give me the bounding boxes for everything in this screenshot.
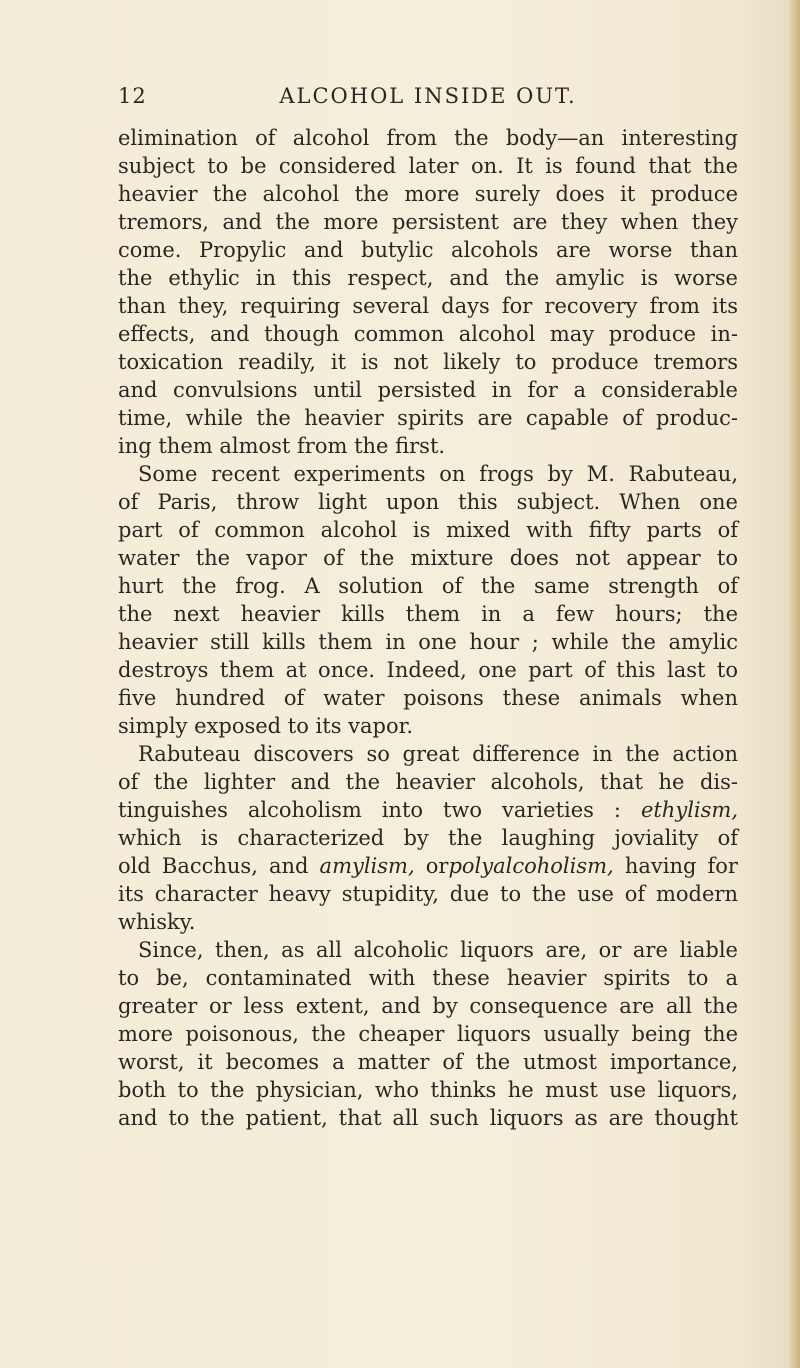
text-line: Rabuteau discovers so great difference in the action [138,742,738,766]
text-segment: having for [624,854,738,878]
text-line: heavier the alcohol the more surely does it produce [118,182,738,206]
text-line: subject to be considered later on. It is found that the [118,154,738,178]
text-line: of the lighter and the heavier alcohols, that he dis- [118,770,738,794]
text-line: which is characterized by the laughing joviality of [118,826,738,850]
text-line: heavier still kills them in one hour ; while the amylic [118,630,738,654]
italic-term-ethylism: ethylism, [640,798,738,822]
text-line: part of common alcohol is mixed with fifty parts of [118,518,738,542]
italic-term-amylism: amylism, [319,854,415,878]
text-line: its character heavy stupidity, due to the use of modern [118,882,738,906]
text-line: time, while the heavier spirits are capable of produc- [118,406,738,430]
text-line-with-italic [118,796,738,824]
text-line: both to the physician, who thinks he must use liquors, [118,1078,738,1102]
page-edge-shadow [788,0,800,1368]
text-line: effects, and though common alcohol may produce in- [118,322,738,346]
italic-term-polyalcoholism: polyalcoholism, [448,854,614,878]
text-line: destroys them at once. Indeed, one part of this last to [118,658,738,682]
text-segment: or [425,854,449,878]
body-text [118,124,738,1132]
running-title: ALCOHOL INSIDE OUT. [279,84,577,108]
text-line: than they, requiring several days for recovery from its [118,294,738,318]
text-line: greater or less extent, and by consequence are all the [118,994,738,1018]
text-line: the ethylic in this respect, and the amylic is worse [118,266,738,290]
text-line: five hundred of water poisons these animals when [118,686,738,710]
text-line: toxication readily, it is not likely to produce tremors [118,350,738,374]
text-line: simply exposed to its vapor. [118,714,414,738]
text-line: to be, contaminated with these heavier spirits to a [118,966,738,990]
text-line: worst, it becomes a matter of the utmost importance, [118,1050,738,1074]
text-line: come. Propylic and butylic alcohols are worse than [118,238,738,262]
text-line: the next heavier kills them in a few hours; the [118,602,738,626]
text-line: water the vapor of the mixture does not appear to [118,546,738,570]
text-line: ing them almost from the first. [118,434,446,458]
text-line: whisky. [118,910,196,934]
text-line: Since, then, as all alcoholic liquors are, or are liable [138,938,738,962]
text-line-with-italic [118,852,738,880]
text-line: of Paris, throw light upon this subject. When one [118,490,738,514]
text-line: elimination of alcohol from the body—an interesting [118,126,738,150]
text-line: and convulsions until persisted in for a considerable [118,378,738,402]
text-line: tremors, and the more persistent are they when they [118,210,738,234]
text-line: and to the patient, that all such liquors as are thought [118,1106,738,1130]
text-line: more poisonous, the cheaper liquors usually being the [118,1022,738,1046]
text-line: hurt the frog. A solution of the same strength of [118,574,738,598]
page-header [118,84,738,114]
text-segment: tinguishes alcoholism into two varieties : [118,798,621,822]
text-segment: old Bacchus, and [118,854,309,878]
page-number: 12 [118,84,147,108]
text-line: Some recent experiments on frogs by M. Rabuteau, [138,462,738,486]
